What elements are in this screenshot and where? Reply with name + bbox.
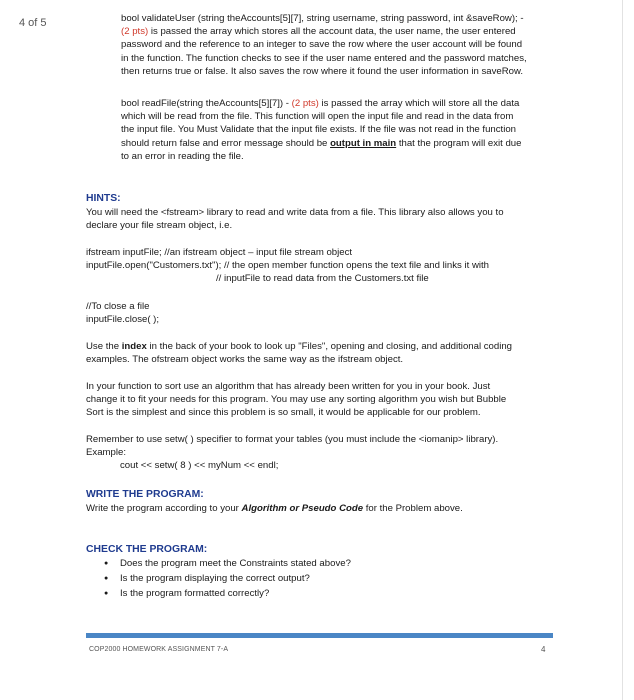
hints-paragraph-1 [86,206,586,232]
hints-p1-line1: You will need the <fstream> library to read and write data from a file. This library also allows you to [86,207,504,218]
validate-user-points: (2 pts) [121,26,149,38]
write-program-heading: WRITE THE PROGRAM: [86,489,204,500]
hints-heading: HINTS: [86,193,121,204]
hints-p2-text-a: Use the [86,341,122,352]
write-program-text-b: for the Problem above. [363,503,463,514]
read-file-points: (2 pts) [291,98,319,109]
validate-user-line1: bool validateUser (string theAccounts[5][7], string username, string password, int &saveRow); - [121,13,524,24]
hints-p2-line2: examples. The ofstream object works the same way as the ifstream object. [86,354,404,366]
write-program-text [86,502,586,515]
footer-page-number: 4 [541,645,546,654]
read-file-line4-text-a: should return false and error message should be [121,137,331,149]
validate-user-line5: then returns true or false. It also saves the row where it found the user information in saveRow. [121,65,524,77]
read-file-line4-text-b: that the program will exit due [396,137,522,149]
hints-p4-line2: Example: [86,447,126,459]
hints-code1-line3: // inputFile to read data from the Customers.txt file [216,273,429,285]
validate-user-line2-text: is passed the array which stores all the account data, the user name, the user entered [148,26,516,38]
read-file-signature: bool readFile(string theAccounts[5][7]) - [121,98,292,109]
read-file-line2: which will be read from the file. This function will open the input file and read in the data from [121,111,514,123]
read-file-line3: the input file. You Must Validate that the input file exists. If the file was not read in the function [121,124,517,136]
hints-paragraph-2 [86,340,586,366]
validate-user-line3: password and the reference to an integer to save the row where the user account will be found [121,39,523,51]
read-file-output-in-main: output in main [330,137,397,149]
page-indicator: 4 of 5 [19,17,47,29]
hints-code1-line1: ifstream inputFile; //an ifstream object – input file stream object [86,247,353,258]
hints-p2-line1 [86,340,586,353]
check-program-list [104,556,351,601]
read-file-section [121,97,601,163]
read-file-line1 [121,97,601,110]
hints-code2-line2: inputFile.close( ); [86,314,160,326]
footer-title: COP2000 HOMEWORK ASSIGNMENT 7-A [89,646,229,653]
hints-p3-line1: In your function to sort use an algorithm that has already been written for you in your book. Just [86,381,491,392]
validate-user-line4: in the function. The function checks to see if the user name entered and the password matches, [121,52,527,64]
check-program-heading: CHECK THE PROGRAM: [86,544,208,555]
hints-code2-line1: //To close a file [86,301,150,312]
validate-user-line2 [121,25,601,38]
hints-p3-line3: Sort is the simplest and since this problem is so small, it would be applicable for our problem. [86,407,481,419]
hints-code1-line2: inputFile.open("Customers.txt"); // the open member function opens the text file and links it with [86,260,490,272]
hints-p2-index: index [121,341,147,352]
hints-p2-text-c: in the back of your book to look up "Files", opening and closing, and additional coding [146,341,513,352]
list-item: ● Is the program formatted correctly? [104,586,351,601]
read-file-line5: to an error in reading the file. [121,150,244,162]
hints-p3-line2: change it to fit your needs for this program. You may use any sorting algorithm you wish but Bubble [86,394,507,406]
hints-p1-line2: declare your file stream object, i.e. [86,220,233,232]
hints-paragraph-4 [86,433,586,473]
write-program-text-a: Write the program according to your [86,503,242,514]
footer-rule [86,633,553,638]
read-file-line4 [121,137,601,150]
list-item: ● Is the program displaying the correct output? [104,571,351,586]
page-edge-divider [622,0,623,700]
hints-p4-line1: Remember to use setw( ) specifier to format your tables (you must include the <iomanip> library). [86,434,499,445]
read-file-line1-text: is passed the array which will store all the data [318,98,520,109]
validate-user-section [121,12,601,78]
hints-code-close [86,300,386,326]
write-program-algorithm: Algorithm or Pseudo Code [241,503,364,514]
list-item: ● Does the program meet the Constraints stated above? [104,556,351,571]
hints-paragraph-3 [86,380,586,420]
hints-p4-code: cout << setw( 8 ) << myNum << endl; [120,460,279,472]
hints-code-open [86,246,586,286]
